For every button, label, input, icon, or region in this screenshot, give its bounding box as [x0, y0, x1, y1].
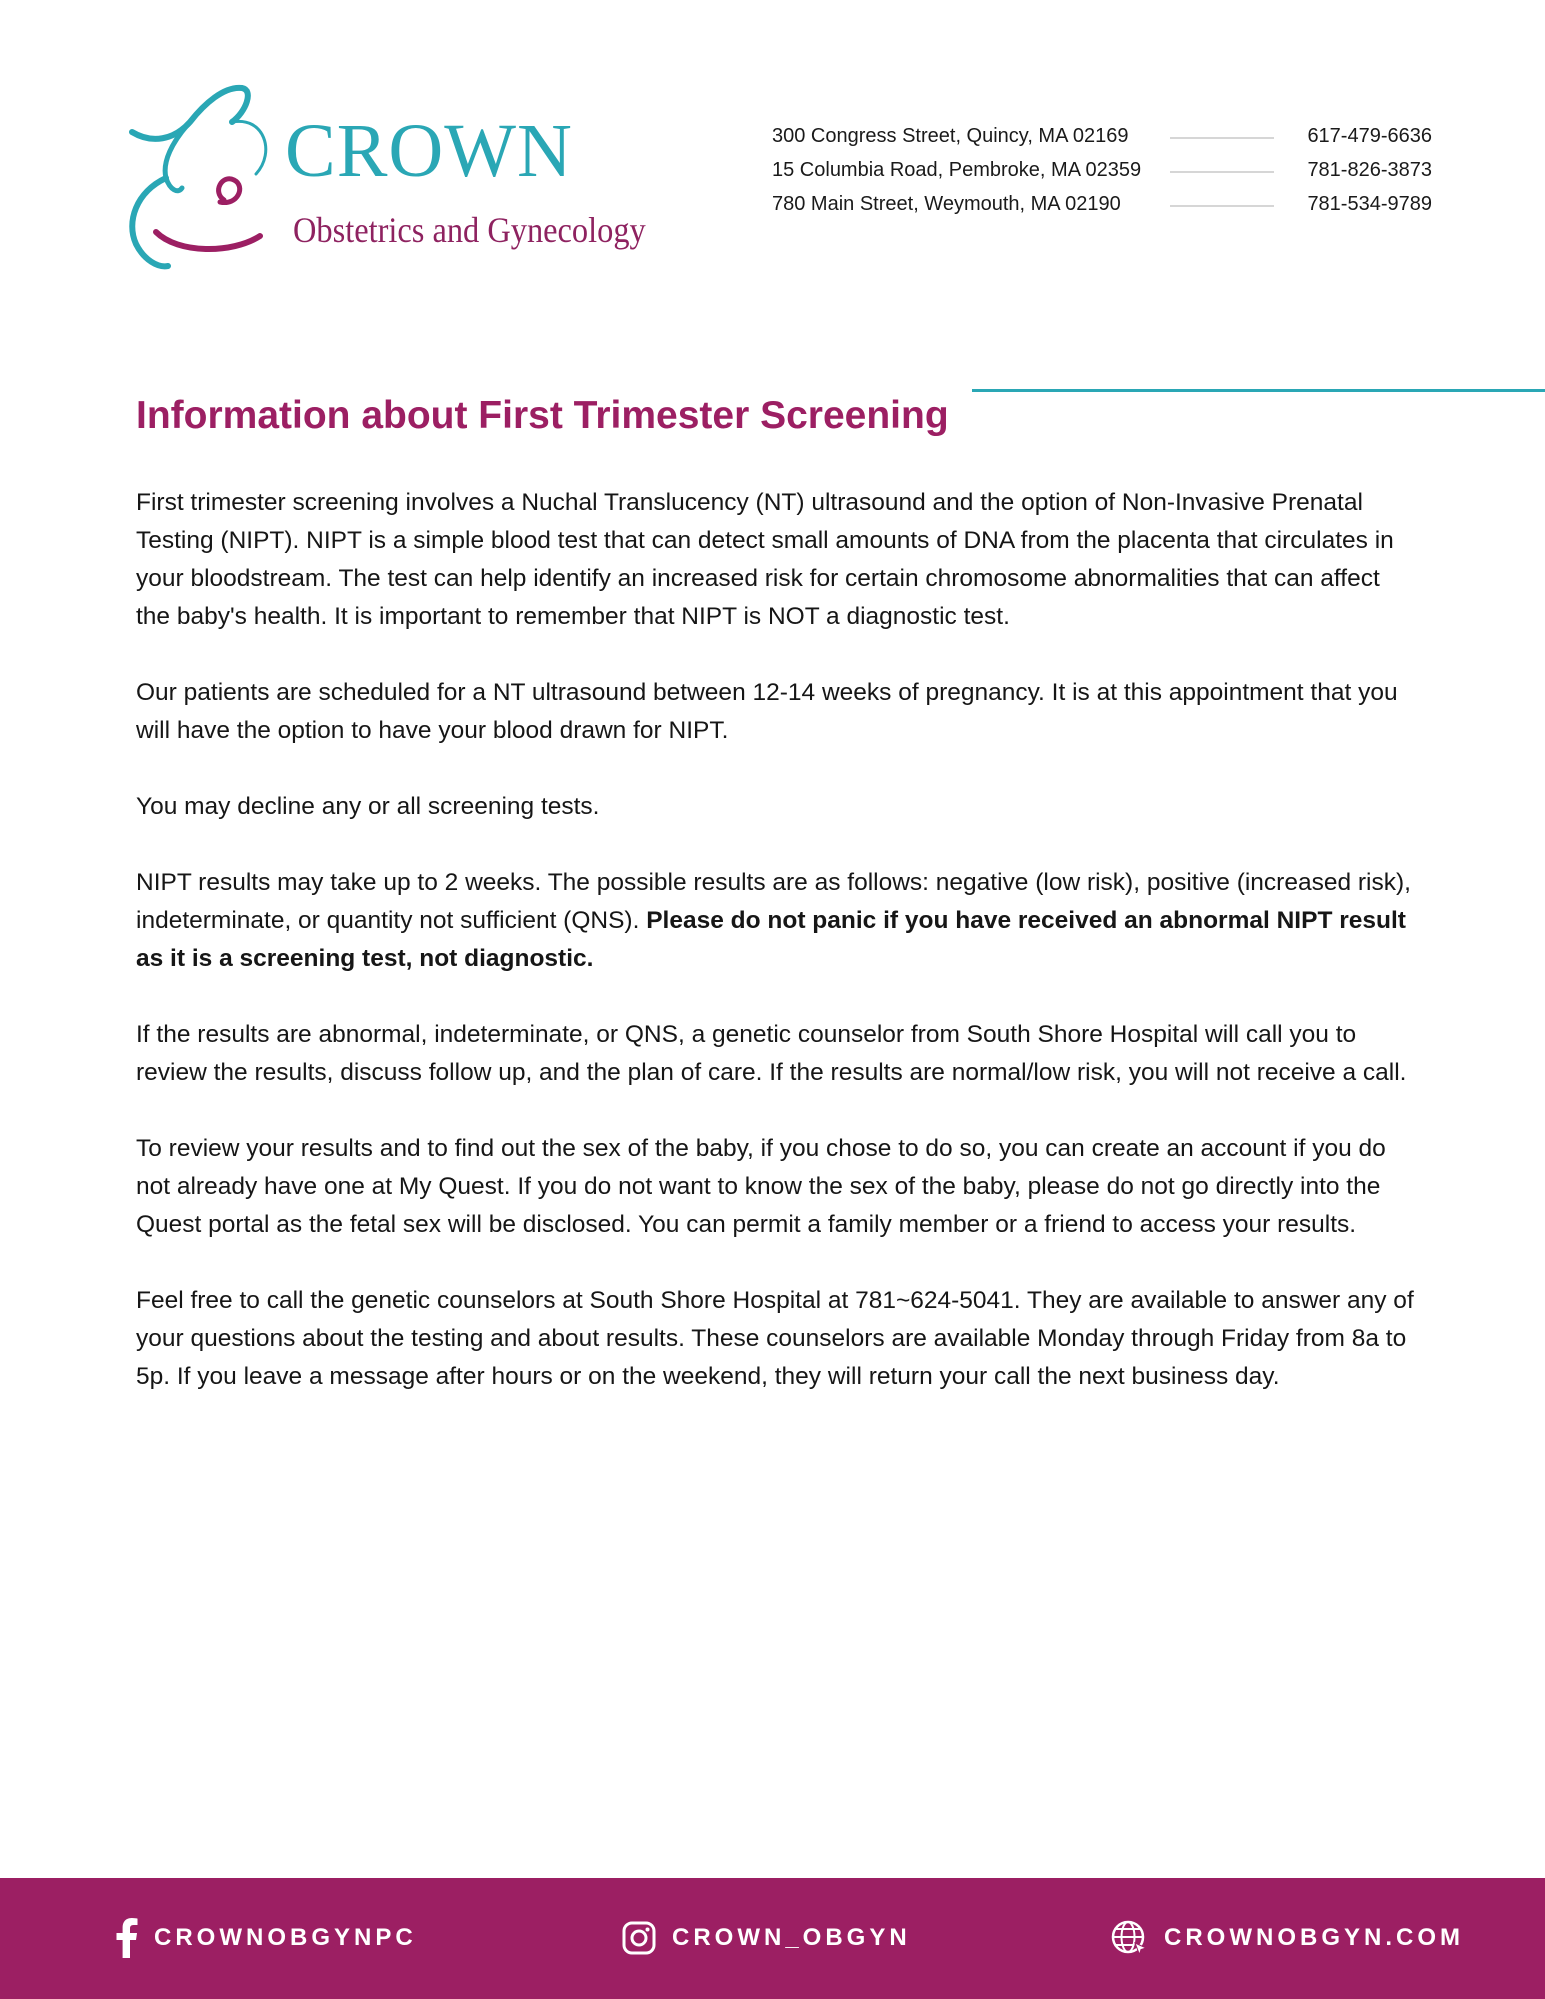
facebook-handle: CROWNOBGYNPC: [154, 1924, 417, 1951]
divider: [1170, 137, 1274, 139]
paragraph: First trimester screening involves a Nuchal Translucency (NT) ultrasound and the option of Non-Invasive Prenatal Testing (NIPT). NIPT is a simple blood test that can detect small amounts of DNA from the placenta that circulates in your bloodstream. The test can help identify an increased risk for certain chromosome abnormalities that can affect the baby's health. It is important to remember that NIPT is NOT a diagnostic test.: [136, 489, 1394, 630]
title-block: [136, 362, 1466, 438]
instagram-link[interactable]: [622, 1916, 911, 1960]
instagram-handle: CROWN_OBGYN: [672, 1924, 911, 1951]
facebook-icon: [116, 1918, 138, 1958]
globe-icon: [1110, 1919, 1148, 1957]
location-address: 780 Main Street, Weymouth, MA 02190: [772, 193, 1121, 215]
crown-logo-mark-icon: [128, 82, 288, 272]
footer: [0, 1878, 1545, 1999]
logo-name: CROWN: [285, 109, 573, 193]
location-list: [772, 119, 1432, 221]
location-row: [772, 187, 1432, 221]
title-rule: [972, 389, 1545, 392]
instagram-icon: [622, 1921, 656, 1955]
divider: [1170, 205, 1274, 207]
nipt-results-text: NIPT results may take up to 2 weeks. The possible results are as follows: negative (low risk), positive (increased risk), indeterminate, or quantity not sufficient (QNS).: [136, 869, 1411, 934]
website-link[interactable]: [1110, 1916, 1464, 1960]
logo: [128, 82, 668, 272]
paragraph: If the results are abnormal, indeterminate, or QNS, a genetic counselor from South Shore Hospital will call you to review the results, discuss follow up, and the plan of care. If the results are normal/low risk, you will not receive a call.: [136, 1021, 1407, 1086]
location-phone: 617-479-6636: [1307, 125, 1432, 147]
page-title: Information about First Trimester Screening: [136, 394, 949, 438]
location-phone: 781-534-9789: [1307, 193, 1432, 215]
location-phone: 781-826-3873: [1307, 159, 1432, 181]
facebook-link[interactable]: [116, 1916, 417, 1960]
website-url: CROWNOBGYN.COM: [1164, 1924, 1464, 1951]
logo-subtitle: Obstetrics and Gynecology: [293, 210, 646, 250]
location-row: [772, 119, 1432, 153]
paragraph: You may decline any or all screening tests.: [136, 793, 600, 820]
location-row: [772, 153, 1432, 187]
paragraph-nipt-results: [136, 864, 1416, 978]
paragraph: To review your results and to find out the sex of the baby, if you chose to do so, you can create an account if you do not already have one at My Quest. If you do not want to know the sex of the baby, please do not go directly into the Quest portal as the fetal sex will be disclosed. You can permit a family member or a friend to access your results.: [136, 1135, 1386, 1238]
nipt-results-warning: Please do not panic if you have received an abnormal NIPT result as it is a screening test, not diagnostic.: [136, 907, 1406, 972]
paragraph: Our patients are scheduled for a NT ultrasound between 12-14 weeks of pregnancy. It is at this appointment that you will have the option to have your blood drawn for NIPT.: [136, 679, 1398, 744]
paragraph: Feel free to call the genetic counselors at South Shore Hospital at 781~624-5041. They are available to answer any of your questions about the testing and about results. These counselors are available Monday through Friday from 8a to 5p. If you leave a message after hours or on the weekend, they will return your call the next business day.: [136, 1287, 1414, 1390]
document-body: [136, 484, 1416, 1434]
location-address: 15 Columbia Road, Pembroke, MA 02359: [772, 159, 1142, 181]
location-address: 300 Congress Street, Quincy, MA 02169: [772, 125, 1129, 147]
divider: [1170, 171, 1274, 173]
